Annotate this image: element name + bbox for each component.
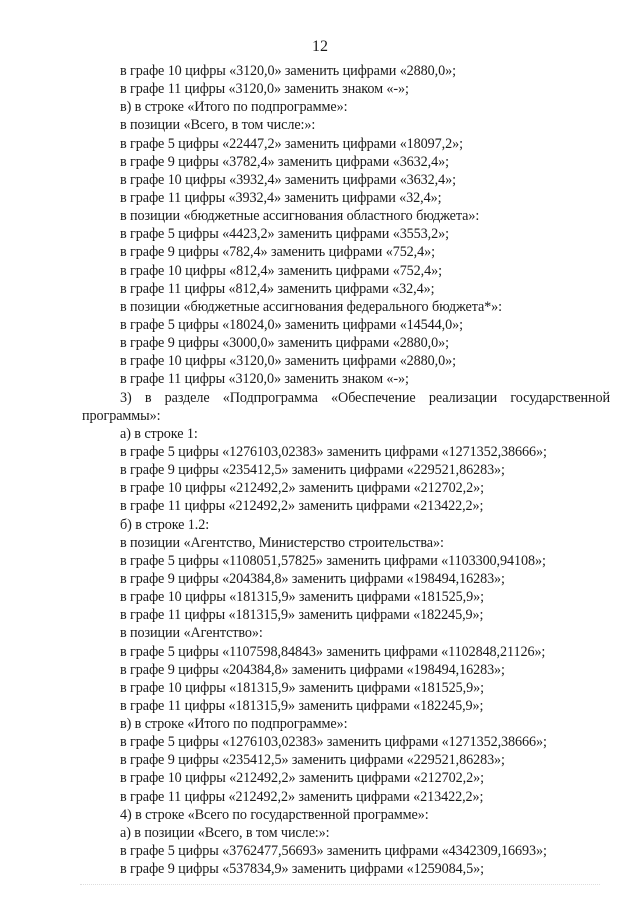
document-line: в графе 10 цифры «812,4» заменить цифрами «752,4»; [120,262,442,279]
document-line: в графе 11 цифры «812,4» заменить цифрами «32,4»; [120,280,435,297]
document-line: а) в позиции «Всего, в том числе:»: [120,824,330,841]
document-line: в графе 11 цифры «212492,2» заменить цифрами «213422,2»; [120,788,484,805]
document-line: 4) в строке «Всего по государственной программе»: [120,806,429,823]
document-line: в графе 9 цифры «537834,9» заменить цифрами «1259084,5»; [120,861,484,878]
document-line: а) в строке 1: [120,425,198,442]
document-line: в графе 9 цифры «204384,8» заменить цифрами «198494,16283»; [120,570,505,587]
document-line: в графе 5 цифры «18024,0» заменить цифрами «14544,0»; [120,316,463,333]
document-line: в графе 9 цифры «3000,0» заменить цифрами «2880,0»; [120,335,449,352]
document-line: в позиции «Агентство, Министерство строительства»: [120,534,444,551]
document-line: в графе 9 цифры «235412,5» заменить цифрами «229521,86283»; [120,462,505,479]
document-line: в графе 9 цифры «782,4» заменить цифрами «752,4»; [120,244,435,261]
document-line: б) в строке 1.2: [120,516,210,533]
document-line: в) в строке «Итого по подпрограмме»: [120,716,348,733]
document-line: в графе 11 цифры «3932,4» заменить цифрами «32,4»; [120,189,442,206]
document-line: в графе 10 цифры «3932,4» заменить цифрами «3632,4»; [120,171,456,188]
document-line: в графе 11 цифры «181315,9» заменить цифрами «182245,9»; [120,697,484,714]
document-body [82,62,610,878]
page-number: 12 [312,38,328,55]
document-line: в графе 5 цифры «1108051,57825» заменить цифрами «1103300,94108»; [120,552,546,569]
document-line: в графе 5 цифры «1276103,02383» заменить цифрами «1271352,38666»; [120,734,547,751]
document-line: в графе 10 цифры «212492,2» заменить цифрами «212702,2»; [120,770,484,787]
document-line: в) в строке «Итого по подпрограмме»: [120,99,348,116]
document-line: в позиции «бюджетные ассигнования областного бюджета»: [120,208,480,225]
document-line: в графе 5 цифры «1276103,02383» заменить цифрами «1271352,38666»; [120,443,547,460]
scan-artifact-line [80,884,600,887]
document-line: в графе 5 цифры «1107598,84843» заменить цифрами «1102848,21126»; [120,643,546,660]
document-line: в графе 10 цифры «181315,9» заменить цифрами «181525,9»; [120,679,484,696]
document-line: в графе 11 цифры «3120,0» заменить знаком «-»; [120,371,409,388]
document-line: в графе 10 цифры «181315,9» заменить цифрами «181525,9»; [120,589,484,606]
document-line: в позиции «Всего, в том числе:»: [120,117,316,134]
document-line: в графе 5 цифры «4423,2» заменить цифрами «3553,2»; [120,226,449,243]
document-line: в графе 11 цифры «3120,0» заменить знаком «-»; [120,81,409,98]
document-line: в графе 9 цифры «235412,5» заменить цифрами «229521,86283»; [120,752,505,769]
document-line: в позиции «бюджетные ассигнования федерального бюджета*»: [120,298,503,315]
document-line: в графе 9 цифры «204384,8» заменить цифрами «198494,16283»; [120,661,505,678]
document-line: программы»: [82,407,161,424]
document-line: в графе 9 цифры «3782,4» заменить цифрами «3632,4»; [120,153,449,170]
document-line: в графе 11 цифры «212492,2» заменить цифрами «213422,2»; [120,498,484,515]
document-line: в графе 5 цифры «22447,2» заменить цифрами «18097,2»; [120,135,463,152]
document-line: в графе 5 цифры «3762477,56693» заменить цифрами «4342309,16693»; [120,843,547,860]
document-line: в графе 10 цифры «3120,0» заменить цифрами «2880,0»; [120,353,456,370]
document-line: в графе 10 цифры «212492,2» заменить цифрами «212702,2»; [120,480,484,497]
document-line: в позиции «Агентство»: [120,625,263,642]
document-line: 3) в разделе «Подпрограмма «Обеспечение реализации государственной [120,389,610,406]
document-line: в графе 10 цифры «3120,0» заменить цифрами «2880,0»; [120,63,456,79]
document-line: в графе 11 цифры «181315,9» заменить цифрами «182245,9»; [120,607,484,624]
